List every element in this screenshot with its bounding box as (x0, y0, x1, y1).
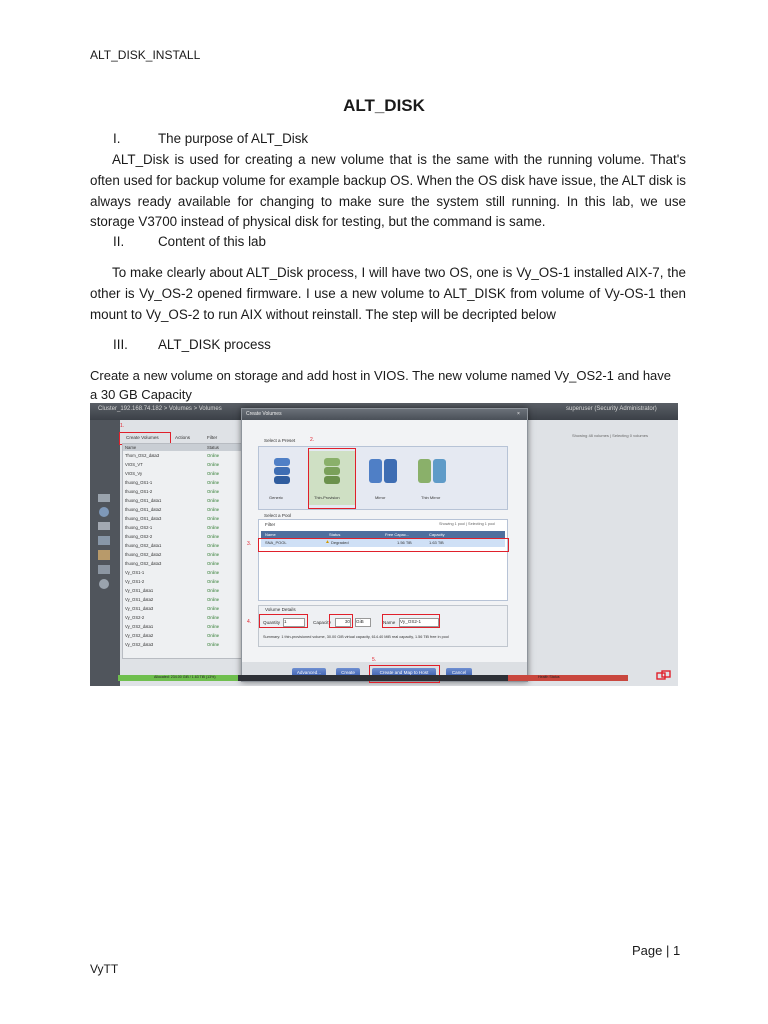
name-field[interactable]: Vy_OS2-1 (399, 618, 439, 627)
volume-name[interactable]: thuong_OS1-2 (125, 489, 153, 494)
volume-status: Online (207, 588, 220, 593)
volume-name[interactable]: thuong_OS1-1 (125, 480, 153, 485)
step4-name-highlight (382, 614, 440, 628)
create-and-map-button[interactable]: Create and Map to Host (372, 668, 436, 677)
create-button[interactable]: Create (336, 668, 360, 677)
warning-icon: ▲ (325, 539, 330, 545)
select-preset-label: Select a Preset (264, 438, 296, 443)
dialog-title-bar (242, 409, 527, 420)
volume-list (122, 443, 242, 659)
dialog-close-icon[interactable]: × (517, 411, 520, 417)
pool-showing: Showing 1 pool | Selecting 1 pool (439, 522, 496, 526)
step1-label: 1. (120, 423, 125, 429)
volume-status: Online (207, 624, 220, 629)
volume-status: Online (207, 462, 220, 467)
volume-status: Online (207, 642, 220, 647)
preset-thin-mirror[interactable]: Thin Mirror (415, 455, 455, 505)
volume-status: Online (207, 498, 220, 503)
step2-label: 2. (310, 437, 315, 443)
volume-status: Online (207, 615, 220, 620)
volume-status: Online (207, 471, 220, 476)
volume-status: Online (207, 525, 220, 530)
filter-button[interactable]: Filter (207, 435, 218, 440)
volume-status: Online (207, 534, 220, 539)
volume-status: Online (207, 480, 220, 485)
step4-label: 4. (247, 619, 252, 625)
thin-mirror-icon (415, 455, 449, 491)
document-title: ALT_DISK (343, 96, 425, 115)
pool-table-header: Name Status Free Capac... Capacity (261, 531, 505, 538)
volume-name[interactable]: Vy_OS2_data3 (125, 642, 154, 647)
volume-name[interactable]: VIOS_Vy (125, 471, 143, 476)
volume-name[interactable]: thuong_OS2_data2 (125, 552, 162, 557)
capacity-label: Capacity (313, 620, 331, 625)
paragraph-content: To make clearly about ALT_Disk process, I will have two OS, one is Vy_OS-1 installed AIX-7, the other is Vy_OS-2 opened firmware. I use a new volume to ALT_DISK from volume of Vy-OS-1 then mount to Vy_OS-2 to run AIX without reinstall. The step will be decripted below (90, 265, 686, 322)
preset-thin-provision[interactable]: Thin-Provision (309, 451, 355, 505)
unit-select[interactable]: GiB (355, 618, 371, 627)
volume-name[interactable]: Vy_OS1_data3 (125, 606, 154, 611)
step3-highlight (258, 538, 509, 552)
volume-status: Online (207, 489, 220, 494)
paragraph-process: Create a new volume on storage and add host in VIOS. The new volume named Vy_OS2-1 and have a 30 GB Capacity (90, 368, 672, 402)
volume-name[interactable]: thuong_OS2-2 (125, 534, 153, 539)
gui-user: superuser (Security Administrator) (566, 406, 657, 412)
advanced-button[interactable]: Advanced... (292, 668, 326, 677)
health-text: Health Status (538, 675, 560, 679)
gui-left-icon-column (90, 420, 125, 686)
page-header: ALT_DISK_INSTALL (90, 48, 201, 62)
volume-name[interactable]: Vy_OS1-1 (125, 570, 145, 575)
footer-author: VyTT (90, 962, 119, 976)
volume-name[interactable]: VIOS_VT (125, 462, 143, 467)
gui-showing-volumes: Showing 48 volumes | Selecting 0 volumes (572, 433, 648, 438)
generic-storage-icon (267, 455, 297, 491)
quantity-label: Quantity (263, 620, 281, 625)
volume-status: Online (207, 579, 220, 584)
quantity-field[interactable]: 1 (283, 618, 305, 627)
step4-quantity-highlight (259, 614, 308, 628)
capacity-field[interactable]: 30 (335, 618, 351, 627)
dialog-title: Create Volumes (246, 411, 282, 417)
pool-row[interactable]: SNA_POOL ▲ Degraded 1.56 TiB 1.63 TiB (261, 539, 505, 547)
health-bar (508, 675, 628, 681)
volume-status: Online (207, 606, 220, 611)
step2-highlight (308, 448, 356, 509)
step4-capacity-highlight (329, 614, 353, 628)
volume-status: Online (207, 570, 220, 575)
volume-name[interactable]: thuong_OS1_data2 (125, 507, 162, 512)
gui-status-bar (118, 675, 628, 681)
volume-status: Online (207, 453, 220, 458)
volume-name[interactable]: thuong_OS2-1 (125, 525, 153, 530)
volume-status: Online (207, 507, 220, 512)
gui-breadcrumb: Cluster_192.168.74.182 > Volumes > Volumes (98, 406, 222, 412)
create-volumes-dialog (241, 408, 528, 682)
step5-label: 5. (372, 657, 377, 663)
paragraph-purpose: ALT_Disk is used for creating a new volume that is the same with the running volume. That's often used for backup volume for example backup OS. When the OS disk have issue, the ALT disk is always ready available for changing to make sure the system still running. In this lab, we use storage V3700 instead of physical disk for testing, but the command is same. (90, 152, 686, 230)
volume-name[interactable]: Vy_OS2-2 (125, 615, 145, 620)
volume-name[interactable]: Vy_OS1_data2 (125, 597, 154, 602)
cancel-button[interactable]: Cancel (446, 668, 472, 677)
mirror-storage-icon (367, 455, 399, 491)
storage-gui-screenshot (90, 403, 678, 686)
pool-panel (258, 519, 508, 601)
volume-status: Online (207, 561, 220, 566)
volume-status: Online (207, 633, 220, 638)
name-label: Name (383, 620, 396, 625)
create-volumes-button[interactable]: Create Volumes (126, 435, 159, 440)
volume-name[interactable]: Thom_OS2_data3 (125, 453, 160, 458)
footer-page: Page | 1 (632, 943, 681, 958)
volume-name[interactable]: Vy_OS2_data2 (125, 633, 154, 638)
pool-filter[interactable]: Filter (265, 522, 276, 527)
volume-status: Online (207, 543, 220, 548)
volume-list-header: Name Status (123, 444, 241, 451)
volume-name[interactable]: thuong_OS1_data1 (125, 498, 162, 503)
volume-name[interactable]: Vy_OS1_data1 (125, 588, 154, 593)
step3-label: 3. (247, 541, 252, 547)
volume-name[interactable]: Vy_OS2_data1 (125, 624, 154, 629)
volume-name[interactable]: thuong_OS1_data3 (125, 516, 162, 521)
volume-status: Online (207, 552, 220, 557)
summary-text: Summary: 1 thin-provisioned volume, 30.00 GiB virtual capacity, 614.40 MiB real capacity, 1.56 TiB free in pool (263, 635, 449, 639)
volume-name[interactable]: thuong_OS2_data3 (125, 561, 162, 566)
allocated-text: Allocated: 234.00 GiB / 1.63 TiB (13%) (154, 675, 216, 679)
volume-name[interactable]: thuong_OS2_data1 (125, 543, 162, 548)
preset-generic[interactable]: Generic (267, 455, 297, 505)
volume-details-label: Volume Details (265, 607, 296, 612)
preset-mirror[interactable]: Mirror (367, 455, 399, 505)
volume-status: Online (207, 516, 220, 521)
actions-button[interactable]: Actions (175, 435, 191, 440)
select-pool-label: Select a Pool (264, 513, 292, 518)
preset-area (258, 446, 508, 510)
network-icon (656, 670, 672, 682)
volume-status: Online (207, 597, 220, 602)
volume-name[interactable]: Vy_OS1-2 (125, 579, 145, 584)
